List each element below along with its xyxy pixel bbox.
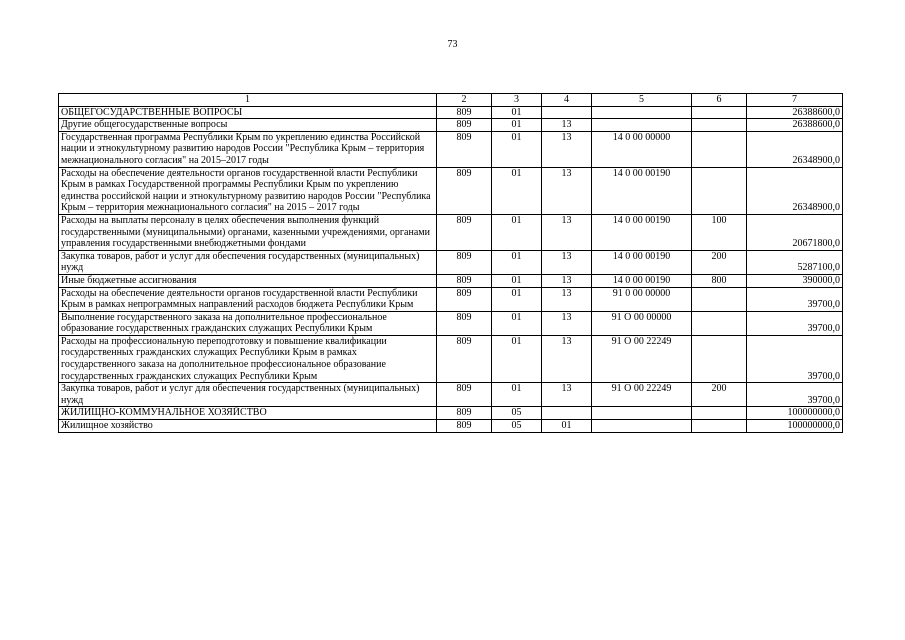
table-row [59, 250, 843, 274]
table-row [59, 167, 843, 214]
cell-csr [592, 119, 692, 132]
cell-csr: 14 0 00 00190 [592, 167, 692, 214]
header-cell: 7 [747, 94, 843, 107]
cell-rz: 01 [492, 131, 542, 167]
table-row [59, 274, 843, 287]
cell-name: Расходы на обеспечение деятельности органов государственной власти Республики Крым в рамках непрограммных направлений расходов бюджета Республики Крым [59, 287, 437, 311]
cell-csr: 14 0 00 00190 [592, 214, 692, 250]
cell-name: ОБЩЕГОСУДАРСТВЕННЫЕ ВОПРОСЫ [59, 106, 437, 119]
cell-ved: 809 [437, 407, 492, 420]
cell-name: Расходы на выплаты персоналу в целях обеспечения выполнения функций государственными (муниципальными) органами, казенными учреждениями, органами управления государственными внебюджетными фондами [59, 214, 437, 250]
cell-sum: 39700,0 [747, 311, 843, 335]
cell-name: Иные бюджетные ассигнования [59, 274, 437, 287]
table-row [59, 335, 843, 382]
cell-ved: 809 [437, 250, 492, 274]
cell-ved: 809 [437, 274, 492, 287]
cell-ved: 809 [437, 287, 492, 311]
cell-sum: 39700,0 [747, 335, 843, 382]
cell-name: Государственная программа Республики Крым по укреплению единства Российской нации и этнокультурному развитию народов России "Республика Крым – территория межнационального согласия" на 2015–2017 годы [59, 131, 437, 167]
cell-sum: 100000000,0 [747, 407, 843, 420]
header-row [59, 94, 843, 107]
header-cell: 1 [59, 94, 437, 107]
cell-vr [692, 106, 747, 119]
cell-vr: 100 [692, 214, 747, 250]
budget-table [58, 93, 843, 433]
cell-ved: 809 [437, 311, 492, 335]
cell-csr: 14 0 00 00190 [592, 250, 692, 274]
cell-name: ЖИЛИЩНО-КОММУНАЛЬНОЕ ХОЗЯЙСТВО [59, 407, 437, 420]
cell-rz: 01 [492, 119, 542, 132]
cell-vr [692, 311, 747, 335]
cell-pr: 01 [542, 420, 592, 433]
cell-ved: 809 [437, 106, 492, 119]
header-cell: 4 [542, 94, 592, 107]
cell-rz: 01 [492, 250, 542, 274]
cell-name: Жилищное хозяйство [59, 420, 437, 433]
cell-sum: 100000000,0 [747, 420, 843, 433]
cell-sum: 26348900,0 [747, 167, 843, 214]
cell-ved: 809 [437, 335, 492, 382]
cell-csr: 91 0 00 00000 [592, 287, 692, 311]
cell-vr: 200 [692, 383, 747, 407]
cell-vr [692, 131, 747, 167]
cell-vr [692, 287, 747, 311]
cell-rz: 01 [492, 383, 542, 407]
cell-sum: 390000,0 [747, 274, 843, 287]
table-row [59, 287, 843, 311]
cell-sum: 39700,0 [747, 287, 843, 311]
cell-name: Закупка товаров, работ и услуг для обеспечения государственных (муниципальных) нужд [59, 383, 437, 407]
cell-pr: 13 [542, 335, 592, 382]
table-row [59, 407, 843, 420]
cell-sum: 26388600,0 [747, 106, 843, 119]
cell-name: Выполнение государственного заказа на дополнительное профессиональное образование государственных гражданских служащих Республики Крым [59, 311, 437, 335]
cell-sum: 39700,0 [747, 383, 843, 407]
cell-vr: 800 [692, 274, 747, 287]
table-row [59, 311, 843, 335]
cell-rz: 01 [492, 106, 542, 119]
cell-csr [592, 420, 692, 433]
cell-rz: 01 [492, 274, 542, 287]
header-cell: 5 [592, 94, 692, 107]
cell-sum: 5287100,0 [747, 250, 843, 274]
table-row [59, 106, 843, 119]
cell-rz: 01 [492, 287, 542, 311]
table-row [59, 131, 843, 167]
table-row [59, 119, 843, 132]
cell-ved: 809 [437, 131, 492, 167]
cell-vr: 200 [692, 250, 747, 274]
cell-ved: 809 [437, 214, 492, 250]
table-row [59, 420, 843, 433]
header-cell: 3 [492, 94, 542, 107]
cell-pr: 13 [542, 287, 592, 311]
cell-csr: 91 О 00 22249 [592, 383, 692, 407]
cell-name: Другие общегосударственные вопросы [59, 119, 437, 132]
cell-rz: 05 [492, 420, 542, 433]
cell-pr: 13 [542, 250, 592, 274]
cell-rz: 01 [492, 311, 542, 335]
cell-name: Расходы на профессиональную переподготовку и повышение квалификации государственных гражданских служащих Республики Крым в рамках государственного заказа на дополнительное профессиональное образование государственных гражданских служащих Республики Крым [59, 335, 437, 382]
cell-pr: 13 [542, 311, 592, 335]
cell-pr: 13 [542, 383, 592, 407]
header-cell: 2 [437, 94, 492, 107]
cell-ved: 809 [437, 119, 492, 132]
cell-rz: 01 [492, 167, 542, 214]
table-body [59, 94, 843, 433]
cell-sum: 26388600,0 [747, 119, 843, 132]
cell-vr [692, 167, 747, 214]
cell-csr: 14 0 00 00190 [592, 274, 692, 287]
cell-pr: 13 [542, 214, 592, 250]
cell-csr [592, 407, 692, 420]
table-row [59, 214, 843, 250]
header-cell: 6 [692, 94, 747, 107]
page-number: 73 [447, 39, 458, 50]
cell-csr: 91 О 00 22249 [592, 335, 692, 382]
cell-vr [692, 420, 747, 433]
cell-pr: 13 [542, 167, 592, 214]
cell-rz: 01 [492, 214, 542, 250]
cell-vr [692, 335, 747, 382]
cell-csr [592, 106, 692, 119]
cell-vr [692, 119, 747, 132]
cell-ved: 809 [437, 167, 492, 214]
cell-rz: 05 [492, 407, 542, 420]
cell-pr [542, 407, 592, 420]
table-row [59, 383, 843, 407]
cell-pr: 13 [542, 274, 592, 287]
cell-pr: 13 [542, 119, 592, 132]
cell-csr: 14 0 00 00000 [592, 131, 692, 167]
cell-ved: 809 [437, 383, 492, 407]
cell-pr: 13 [542, 131, 592, 167]
cell-sum: 20671800,0 [747, 214, 843, 250]
cell-name: Расходы на обеспечение деятельности органов государственной власти Республики Крым в рамках Государственной программы Республики Крым по укреплению единства российской нации и этнокультурному развитию народов России "Республика Крым – территория межнационального согласия" на 2015 – 2017 годы [59, 167, 437, 214]
cell-csr: 91 О 00 00000 [592, 311, 692, 335]
cell-pr [542, 106, 592, 119]
cell-name: Закупка товаров, работ и услуг для обеспечения государственных (муниципальных) нужд [59, 250, 437, 274]
cell-vr [692, 407, 747, 420]
cell-sum: 26348900,0 [747, 131, 843, 167]
cell-ved: 809 [437, 420, 492, 433]
cell-rz: 01 [492, 335, 542, 382]
